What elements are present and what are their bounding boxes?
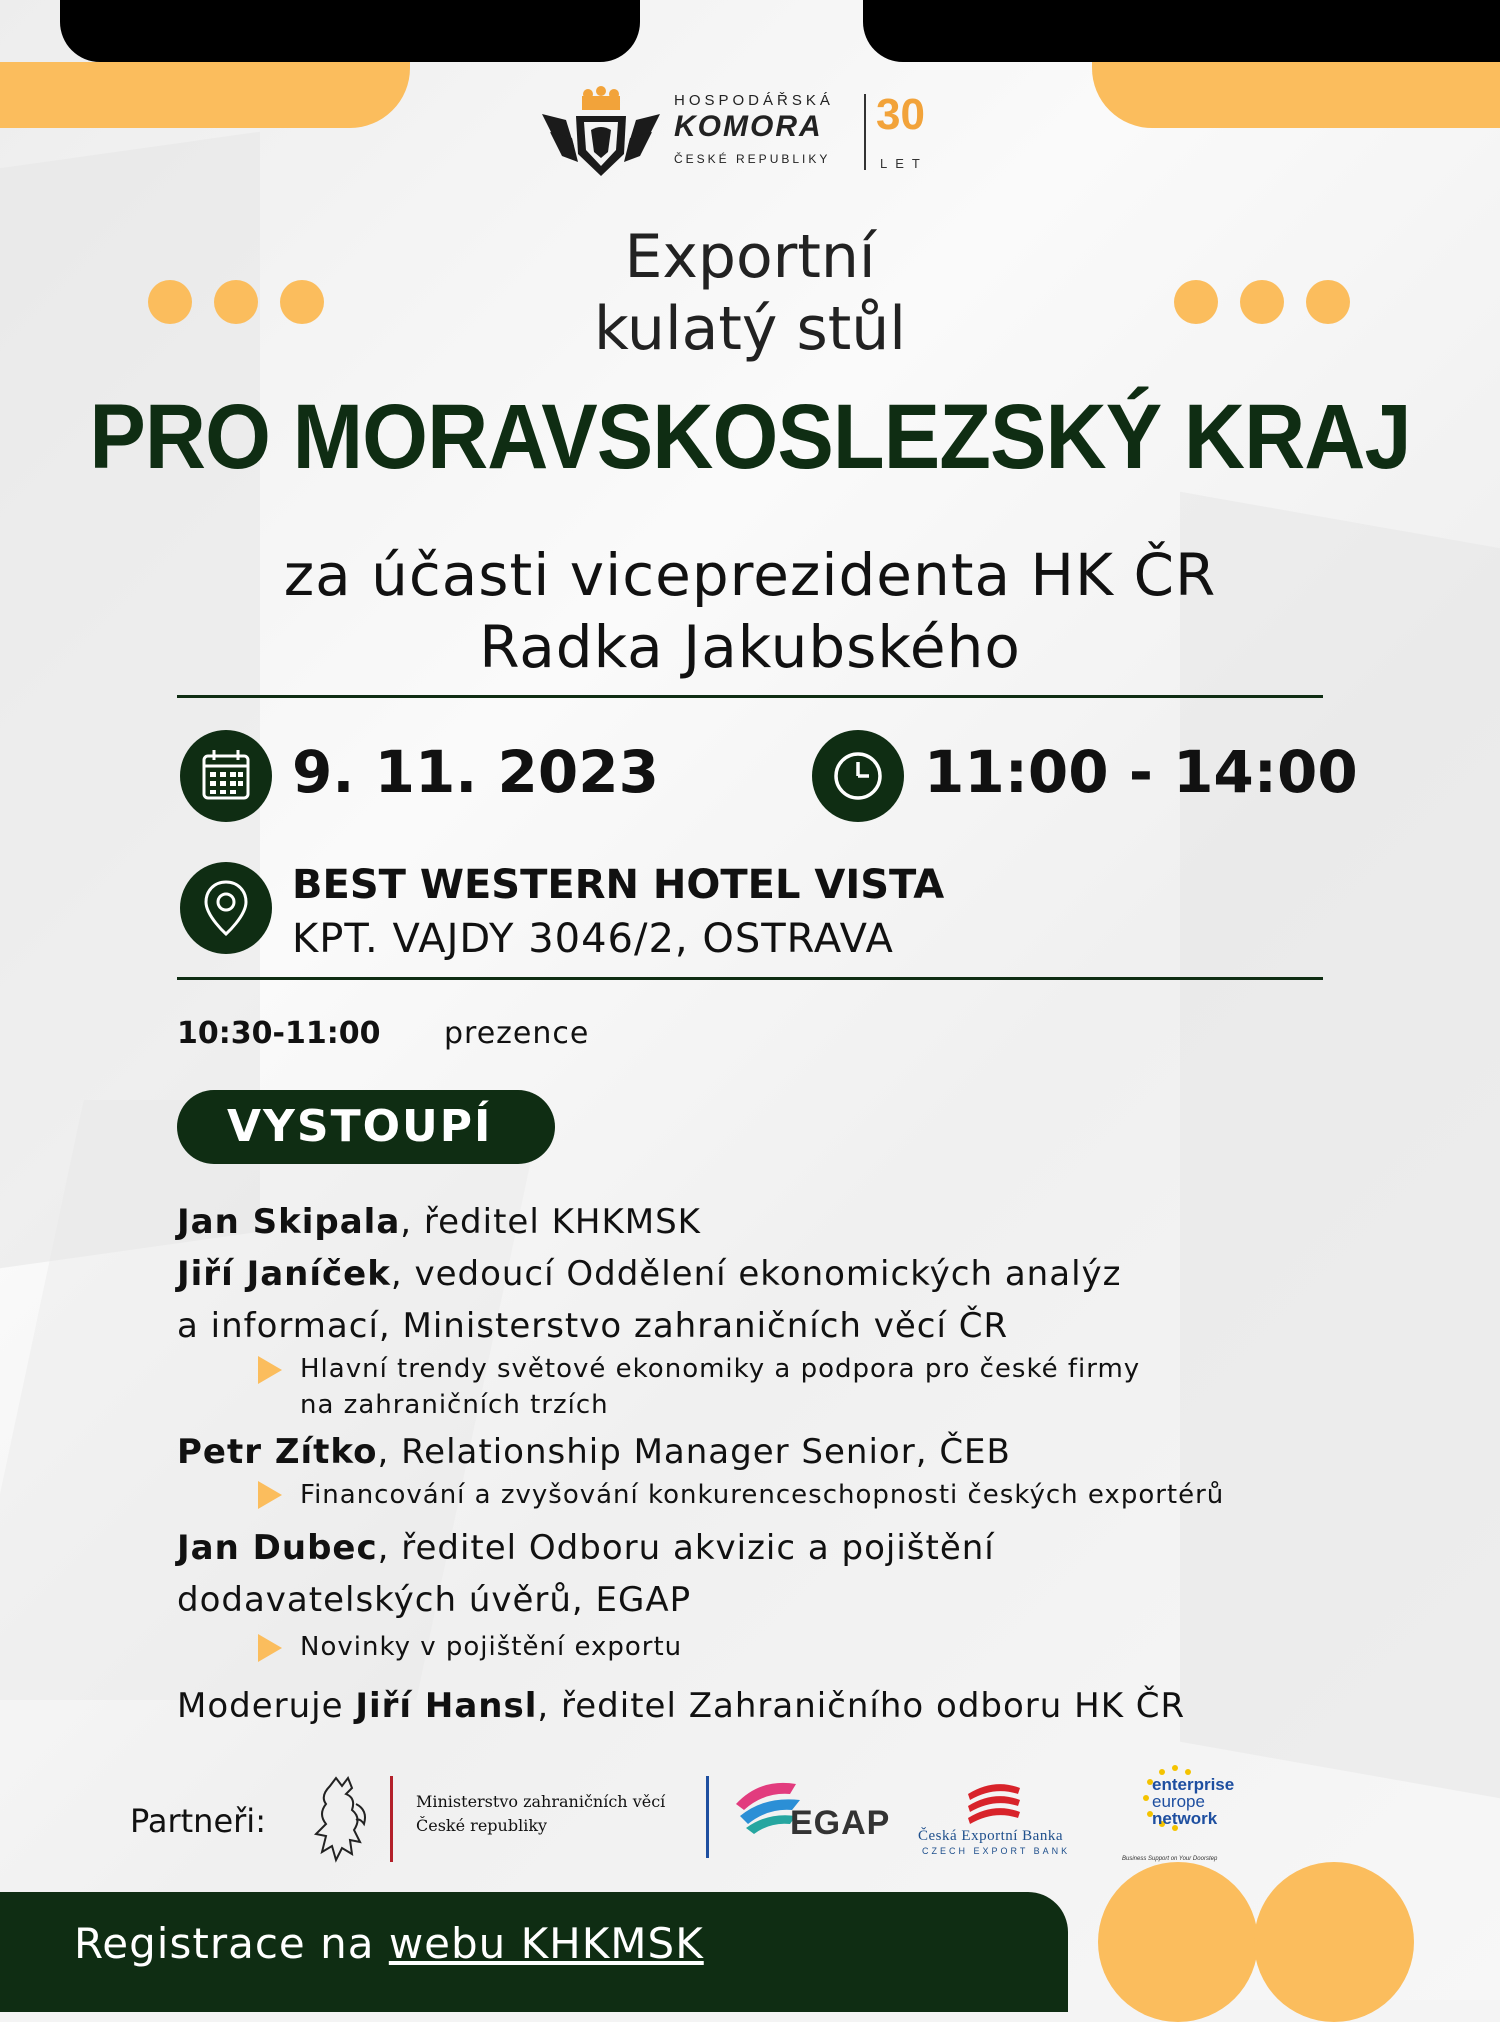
speaker-3 — [177, 1426, 1011, 1478]
speaker-name: Jiří Janíček — [177, 1254, 391, 1294]
chamber-logo — [536, 86, 956, 178]
bullet-arrow-icon — [258, 1634, 282, 1662]
event-date: 9. 11. 2023 — [292, 738, 659, 806]
partners-label: Partneři: — [130, 1802, 266, 1840]
ceb-logo-icon — [964, 1780, 1024, 1826]
registration-link[interactable]: webu KHKMSK — [388, 1919, 704, 1968]
speaker-role: , vedoucí Oddělení ekonomických analýz — [390, 1254, 1122, 1294]
speaker-2-role-continued: a informací, Ministerstvo zahraničních věcí ČR — [177, 1306, 1009, 1346]
mzv-name-line1: Ministerstvo zahraničních věcí — [416, 1792, 666, 1811]
topic-line: Hlavní trendy světové ekonomiky a podpora pro české firmy — [300, 1354, 1141, 1384]
subtitle-line2: Radka Jakubského — [479, 613, 1021, 681]
een-tagline: Business Support on Your Doorstep — [1122, 1856, 1218, 1862]
partners-divider — [706, 1776, 709, 1858]
footer-yellow-circle — [1254, 1862, 1414, 2022]
clock-icon — [812, 730, 904, 822]
speaker-role: , ředitel Odboru akvizic a pojištění — [377, 1528, 995, 1568]
footer-yellow-circle — [1098, 1862, 1258, 2022]
title-line1: Exportní — [624, 222, 876, 292]
moderator — [177, 1680, 1185, 1732]
speakers-heading-pill — [177, 1090, 555, 1164]
anniversary-label: LET — [880, 156, 928, 171]
divider-top — [177, 695, 1323, 698]
title-line2: kulatý stůl — [594, 294, 906, 364]
top-right-black-shape — [863, 0, 1500, 62]
logo-divider — [864, 94, 866, 170]
topic-line: Novinky v pojištění exportu — [300, 1632, 683, 1662]
topic-line: na zahraničních trzích — [300, 1390, 609, 1420]
moderator-prefix: Moderuje — [177, 1686, 356, 1726]
topic-line: Financování a zvyšování konkurenceschopnosti českých exportérů — [300, 1480, 1225, 1510]
calendar-badge — [180, 730, 272, 822]
top-left-black-shape — [60, 0, 640, 62]
footer-prefix: Registrace na — [74, 1919, 389, 1968]
een-line2: europe — [1152, 1792, 1205, 1811]
speaker-name: Jan Skipala — [177, 1202, 401, 1242]
venue-name: BEST WESTERN HOTEL VISTA — [292, 862, 945, 908]
speaker-name: Jan Dubec — [177, 1528, 378, 1568]
bullet-arrow-icon — [258, 1481, 282, 1509]
speaker-name: Petr Zítko — [177, 1432, 378, 1472]
subtitle-line1: za účasti viceprezidenta HK ČR — [283, 541, 1217, 609]
location-pin-icon — [180, 862, 272, 954]
ceb-name: Česká Exportní Banka — [918, 1828, 1063, 1844]
background-building — [1180, 492, 1500, 1798]
footer-text — [74, 1916, 704, 1972]
logo-line3: ČESKÉ REPUBLIKY — [674, 152, 831, 166]
mzv-name-line2: České republiky — [416, 1816, 548, 1835]
ceb-name-en: CZECH EXPORT BANK — [922, 1846, 1071, 1856]
clock-badge — [812, 730, 904, 822]
location-badge — [180, 862, 272, 954]
logo-line1: HOSPODÁŘSKÁ — [674, 92, 834, 109]
bullet-arrow-icon — [258, 1356, 282, 1384]
footer-banner — [0, 1892, 1068, 2012]
czech-lion-emblem-icon — [306, 1774, 376, 1864]
een-line1: enterprise — [1152, 1775, 1235, 1794]
moderator-name: Jiří Hansl — [355, 1686, 538, 1726]
egap-logo-text: EGAP — [790, 1804, 891, 1842]
calendar-icon — [180, 730, 272, 822]
lion-shield-icon — [536, 86, 666, 178]
moderator-role: , ředitel Zahraničního odboru HK ČR — [537, 1686, 1186, 1726]
logo-line2: KOMORA — [674, 110, 823, 143]
event-time: 11:00 - 14:00 — [924, 738, 1358, 806]
schedule-label: prezence — [444, 1016, 590, 1051]
venue-address: KPT. VAJDY 3046/2, OSTRAVA — [292, 916, 894, 962]
speaker-4-role-continued: dodavatelských úvěrů, EGAP — [177, 1580, 692, 1620]
speaker-role: , Relationship Manager Senior, ČEB — [377, 1432, 1011, 1472]
headline: PRO MORAVSKOSLEZSKÝ KRAJ — [89, 386, 1411, 488]
mzv-divider — [390, 1776, 393, 1862]
speaker-role: , ředitel KHKMSK — [400, 1202, 701, 1242]
een-line3: network — [1152, 1809, 1218, 1828]
anniversary-number: 30 — [876, 90, 925, 139]
top-left-yellow-shape — [0, 62, 410, 128]
speaker-1 — [177, 1196, 701, 1248]
speaker-2 — [177, 1248, 1121, 1300]
schedule-time: 10:30-11:00 — [177, 1016, 381, 1051]
speaker-4 — [177, 1522, 995, 1574]
top-right-yellow-shape — [1092, 62, 1500, 128]
speakers-heading: VYSTOUPÍ — [227, 1101, 493, 1152]
divider-bottom — [177, 977, 1323, 980]
